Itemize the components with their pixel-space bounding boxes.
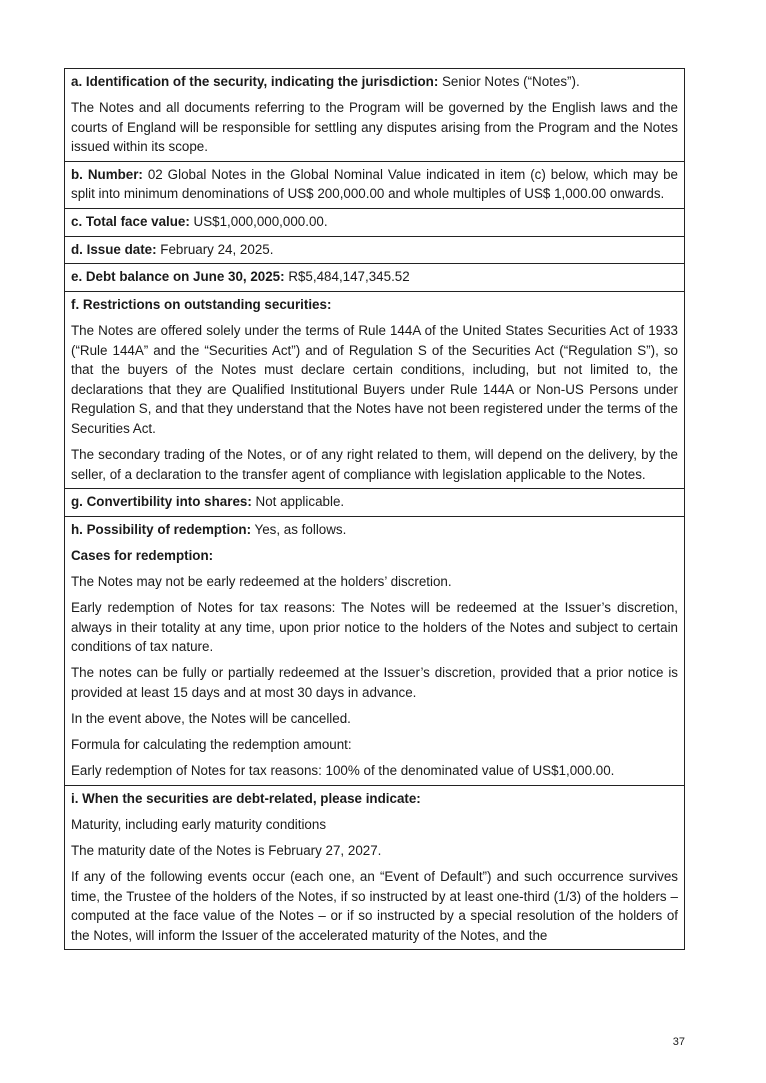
section-d-label: d. Issue date: [71,241,157,257]
section-e-cell [65,264,685,292]
section-h-value: Yes, as follows. [251,521,347,537]
section-e-heading [71,267,678,287]
section-h-paragraph-4: In the event above, the Notes will be cancelled. [71,711,351,727]
section-i-label: i. When the securities are debt-related, please indicate: [71,790,421,806]
section-a-value: Senior Notes (“Notes”). [438,74,580,89]
section-i-paragraph-1: Maturity, including early maturity conditions [71,816,327,832]
section-h-cell [65,516,685,785]
page-number: 37 [672,1036,685,1048]
section-b-heading [71,165,678,204]
section-e-row [65,264,685,292]
section-a-paragraph-1: The Notes and all documents referring to the Program will be governed by the English laws and the courts of England will be responsible for settling any disputes arising from the Program and the Notes issued within its scope. [71,100,678,155]
section-e-value: R$5,484,147,345.52 [284,269,410,285]
section-h-paragraph-5: Formula for calculating the redemption amount: [71,737,352,753]
section-d-row [65,236,685,264]
section-e-label: e. Debt balance on June 30, 2025: [71,269,285,285]
section-d-value: February 24, 2025. [156,241,274,257]
section-f-label: f. Restrictions on outstanding securities: [71,296,332,312]
securities-table [64,68,685,950]
section-f-paragraph-1: The Notes are offered solely under the terms of Rule 144A of the United States Securities Act of 1933 (“Rule 144A” and the “Securities Act”) and of Regulation S of the Securities Act (“Regulation S”), so that the buyers of the Notes must declare certain conditions, including, but not limited to, the declarations that they are Qualified Institutional Buyers under Rule 144A or Non-US Persons under Regulation S, and that they understand that the Notes have not been registered under the terms of the Securities Act. [71,322,678,436]
section-d-heading [71,240,678,260]
section-f-heading [71,295,678,315]
section-c-label: c. Total face value: [71,214,190,230]
section-a-cell [65,69,685,162]
section-c-cell [65,209,685,237]
section-a-label: a. Identification of the security, indicating the jurisdiction: [71,74,439,89]
section-f-row [65,291,685,488]
section-b-value: 02 Global Notes in the Global Nominal Value indicated in item (c) below, which may be split into minimum denominations of US$ 200,000.00 and whole multiples of US$ 1,000.00 onwards. [71,166,678,202]
section-c-row [65,209,685,237]
section-h-paragraph-3: The notes can be fully or partially redeemed at the Issuer’s discretion, provided that a prior notice is provided at least 15 days and at most 30 days in advance. [71,665,678,700]
section-c-heading [71,212,678,232]
section-b-label: b. Number: [71,166,143,182]
section-g-heading [71,492,678,512]
section-h-paragraph-2: Early redemption of Notes for tax reasons: The Notes will be redeemed at the Issuer’s discretion, always in their totality at any time, upon prior notice to the holders of the Notes and subject to certain conditions of tax nature. [71,600,678,655]
section-i-cell [65,785,685,950]
section-a-heading [71,72,678,92]
section-h-subheading-text: Cases for redemption: [71,547,214,563]
section-h-paragraph-6: Early redemption of Notes for tax reasons: 100% of the denominated value of US$1,000.00. [71,763,615,779]
section-h-paragraph-1: The Notes may not be early redeemed at the holders’ discretion. [71,573,452,589]
section-h-heading [71,520,678,540]
section-i-heading [71,789,678,809]
section-d-cell [65,236,685,264]
section-i-paragraph-2: The maturity date of the Notes is February 27, 2027. [71,843,382,858]
section-h-row [65,516,685,785]
section-g-cell [65,489,685,517]
section-g-value: Not applicable. [251,494,345,510]
section-a-row [65,69,685,162]
section-c-value: US$1,000,000,000.00. [189,214,328,230]
section-i-paragraph-3: If any of the following events occur (each one, an “Event of Default”) and such occurrence survives time, the Trustee of the holders of the Notes, if so instructed by at least one-third (1/3) of the holders – computed at the face value of the Notes – or if so instructed by a special resolution of the holders of the Notes, will inform the Issuer of the accelerated maturity of the Notes, and the [71,869,678,943]
section-g-label: g. Convertibility into shares: [71,494,252,510]
section-f-cell [65,291,685,488]
section-h-subheading [71,546,678,566]
section-b-cell [65,161,685,208]
section-f-paragraph-2: The secondary trading of the Notes, or of any right related to them, will depend on the delivery, by the seller, of a declaration to the transfer agent of compliance with legislation applicable to the Notes. [71,447,678,482]
section-b-row [65,161,685,208]
section-g-row [65,489,685,517]
section-h-label: h. Possibility of redemption: [71,521,252,537]
section-i-row [65,785,685,950]
